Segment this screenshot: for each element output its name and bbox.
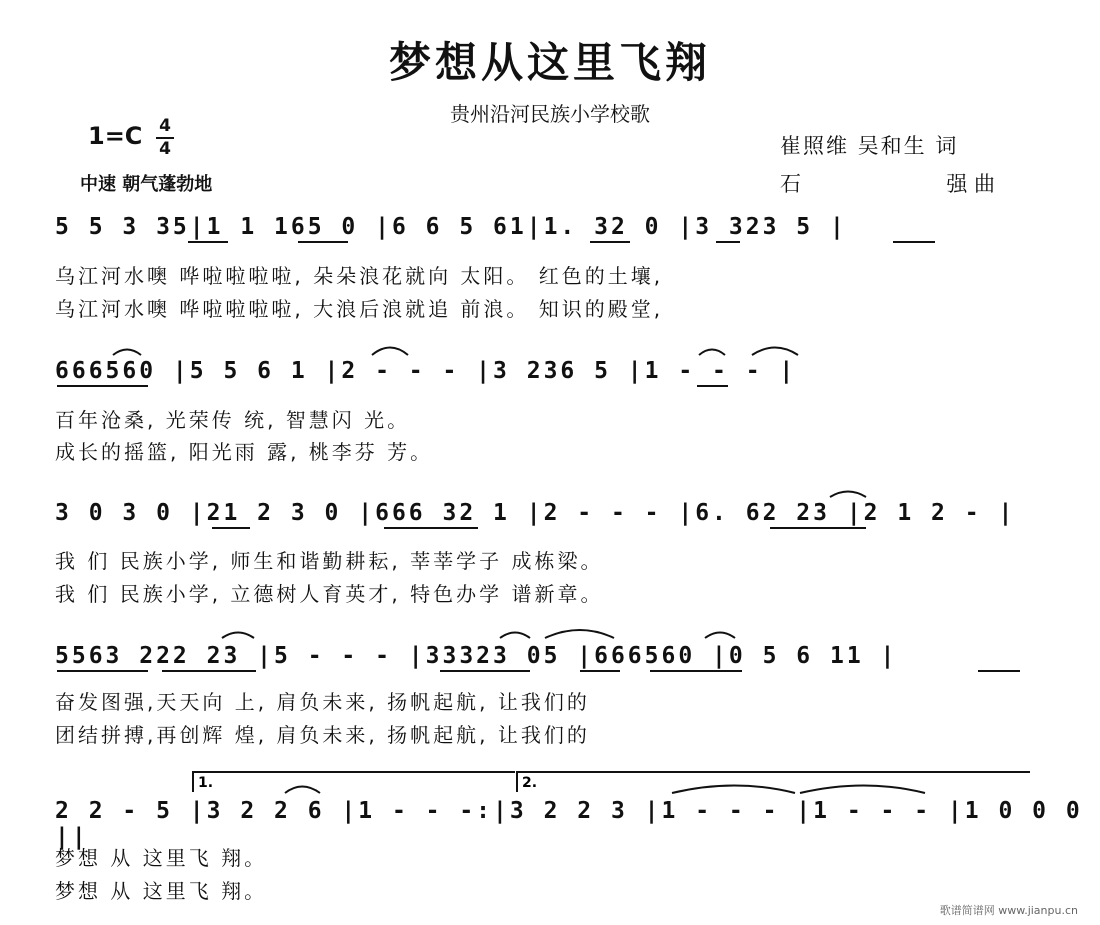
slur-mark (800, 786, 925, 794)
slur-mark (830, 492, 866, 498)
watermark: 歌谱简谱网 www.jianpu.cn (939, 904, 1078, 917)
notation-row-4: 5563 222 23 |5 - - - |33323 05 |666560 |0 5 6 11 | (55, 643, 898, 669)
lyrics-row-5-verse-2: 梦想 从 这里飞 翔。 (55, 879, 268, 903)
slur-mark (372, 348, 408, 356)
lyrics-row-3-verse-1: 我 们 民族小学, 师生和谐勤耕耘, 莘莘学子 成栋梁。 (55, 549, 604, 573)
lyrics-row-4-verse-2: 团结拼搏,再创辉 煌, 肩负未来, 扬帆起航, 让我们的 (55, 723, 590, 747)
time-signature-top: 4 (159, 116, 171, 136)
notation-row-1: 5 5 3 35|1 1 165 0 |6 6 5 61|1. 32 0 |3 323 5 | (55, 214, 847, 240)
slur-mark (113, 350, 141, 356)
lyricist-credit: 崔照维 吴和生 词 (780, 134, 959, 158)
first-ending-bracket (193, 772, 515, 792)
lyrics-row-5-verse-1: 梦想 从 这里飞 翔。 (55, 846, 268, 870)
slur-mark (285, 787, 320, 794)
lyrics-row-4-verse-1: 奋发图强,天天向 上, 肩负未来, 扬帆起航, 让我们的 (55, 690, 590, 714)
notation-row-5: 2 2 - 5 |3 2 2 6 |1 - - -:|3 2 2 3 |1 - - - |1 - - - |1 0 0 0 || (55, 798, 1083, 850)
first-ending-label: 1. (198, 775, 214, 791)
song-title: 梦想从这里飞翔 (388, 38, 711, 87)
composer-suffix: 强 曲 (946, 172, 995, 196)
slur-mark (222, 633, 254, 639)
tempo-marking: 中速 朝气蓬勃地 (80, 174, 213, 195)
lyrics-row-3-verse-2: 我 们 民族小学, 立德树人育英才, 特色办学 谱新章。 (55, 582, 604, 606)
second-ending-label: 2. (522, 775, 538, 791)
slur-mark (699, 350, 725, 356)
notation-row-2: 666560 |5 5 6 1 |2 - - - |3 236 5 |1 - - - | (55, 358, 797, 384)
key-signature: 1=C (88, 122, 143, 150)
composer-name: 石 (780, 172, 801, 196)
slur-mark (705, 633, 735, 639)
slur-mark (752, 348, 798, 356)
lyrics-row-2-verse-1: 百年沧桑, 光荣传 统, 智慧闪 光。 (55, 408, 411, 432)
slur-mark (545, 630, 614, 638)
lyrics-row-1-verse-2: 乌江河水噢 哗啦啦啦啦, 大浪后浪就追 前浪。 知识的殿堂, (55, 297, 664, 321)
song-subtitle: 贵州沿河民族小学校歌 (450, 102, 650, 126)
lyrics-row-2-verse-2: 成长的摇篮, 阳光雨 露, 桃李芬 芳。 (55, 440, 434, 464)
notation-row-3: 3 0 3 0 |21 2 3 0 |666 32 1 |2 - - - |6. 62 23 |2 1 2 - | (55, 500, 1016, 526)
lyrics-row-1-verse-1: 乌江河水噢 哗啦啦啦啦, 朵朵浪花就向 太阳。 红色的土壤, (55, 264, 664, 288)
slur-mark (500, 633, 530, 639)
time-signature-bottom: 4 (159, 139, 171, 159)
slur-mark (672, 786, 795, 794)
